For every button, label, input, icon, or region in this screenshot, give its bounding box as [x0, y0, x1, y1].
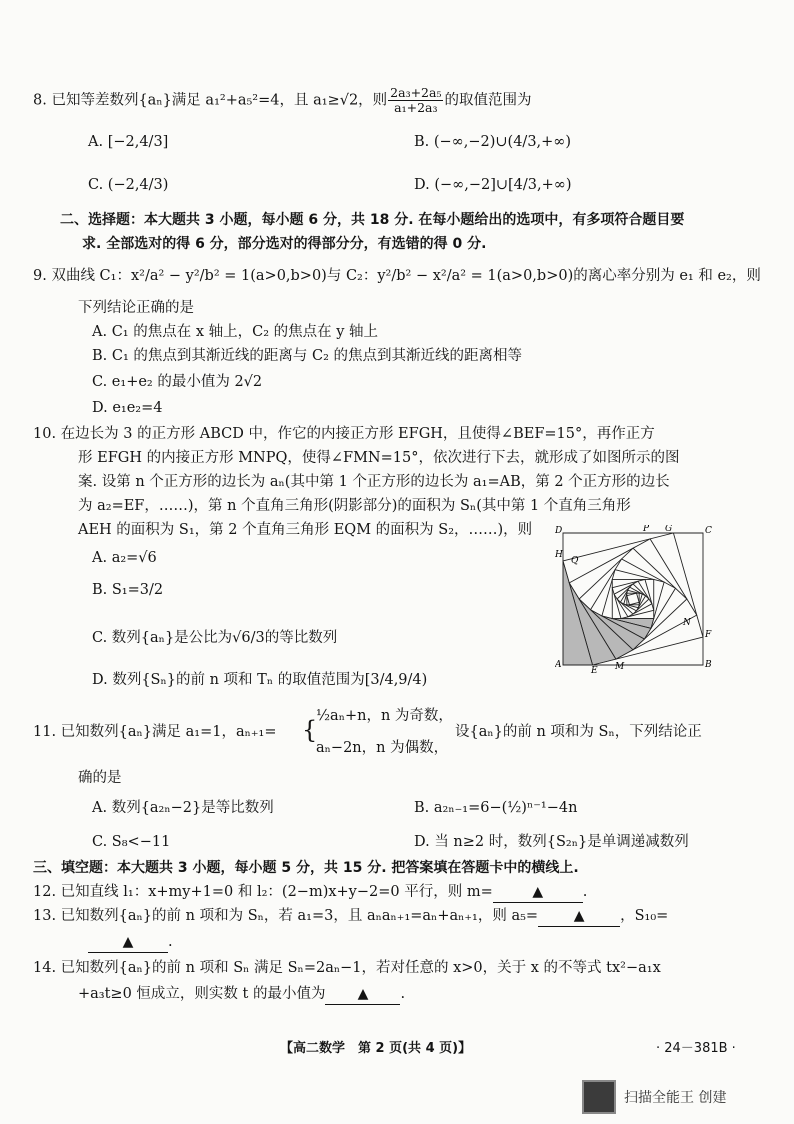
q9-option-c: C. e₁+e₂ 的最小值为 2√2 — [92, 374, 263, 390]
q14-answer-blank[interactable] — [325, 984, 400, 1005]
section2-heading-cont: 求. 全部选对的得 6 分，部分选对的得部分分，有选错的得 0 分. — [82, 236, 487, 252]
q10-line5: AEH 的面积为 S₁，第 2 个直角三角形 EQM 的面积为 S₂，……)，则 — [78, 522, 533, 538]
figure-label-N: N — [683, 618, 691, 628]
q10-line2: 形 EFGH 的内接正方形 MNPQ，使得∠FMN=15°，依次进行下去，就形成了如图所示的图 — [78, 450, 680, 466]
figure-label-A: A — [555, 660, 562, 670]
q9-stem: 9. 双曲线 C₁：x²/a² − y²/b² = 1(a>0,b>0)与 C₂：y²/b² − x²/a² = 1(a>0,b>0)的离心率分别为 e₁ 和 e₂，则 — [33, 268, 761, 284]
q12-stem: 12. 已知直线 l₁：x+my+1=0 和 l₂：(2−m)x+y−2=0 平行，则 m=▲ . — [33, 882, 587, 903]
q11-brace: { — [302, 716, 318, 744]
q10-line4: 为 a₂=EF，……)，第 n 个直角三角形(阴影部分)的面积为 Sₙ(其中第 1 个直角三角形 — [78, 498, 631, 514]
spiral-squares — [563, 533, 703, 665]
q11-option-b: B. a₂ₙ₋₁=6−(½)ⁿ⁻¹−4n — [414, 800, 578, 816]
q11-stem: 11. 已知数列{aₙ}满足 a₁=1，aₙ₊₁= — [33, 724, 277, 740]
spiral-square — [612, 579, 653, 618]
scanner-watermark — [582, 1080, 726, 1114]
spiral-square — [612, 579, 653, 618]
figure-label-F: F — [705, 630, 712, 640]
q8-option-d: D. (−∞,−2]∪[4/3,+∞) — [414, 177, 572, 193]
q11-stem-cont: 确的是 — [78, 770, 122, 786]
q9-option-d: D. e₁e₂=4 — [92, 400, 163, 416]
figure-label-C: C — [705, 526, 712, 536]
figure-label-H: H — [555, 550, 563, 560]
q13-stem: 13. 已知数列{aₙ}的前 n 项和为 Sₙ，若 a₁=3，且 aₙaₙ₊₁=aₙ+aₙ₊₁，则 a₅=▲ ，S₁₀= — [33, 906, 668, 927]
q8-fraction: $\frac{\text{2a₃+2a₅}}{\text{a₁+2a₃}}$ — [390, 85, 442, 115]
section3-heading: 三、填空题：本大题共 3 小题，每小题 5 分，共 15 分. 把答案填在答题卡中的横线上. — [33, 860, 579, 876]
figure-label-G: G — [665, 525, 673, 534]
paper-code: · 24－381B · — [656, 1041, 736, 1056]
q8-option-c: C. (−2,4/3) — [88, 177, 169, 193]
q9-stem-cont: 下列结论正确的是 — [78, 300, 194, 316]
q8-stem: 8. 已知等差数列{aₙ}满足 a₁²+a₅²=4，且 a₁≥√2，则 $\frac{\text{2a₃+2a₅}}{\text{a₁+2a₃}}$ 的取值范围为 — [33, 85, 532, 115]
figure-label-P: P — [643, 525, 650, 534]
section2-heading: 二、选择题：本大题共 3 小题，每小题 6 分，共 18 分. 在每小题给出的选项中，有多项符合题目要 — [60, 212, 685, 228]
figure-label-Q: Q — [571, 556, 579, 566]
page-footer: 【高二数学 第 2 页(共 4 页)】 — [280, 1041, 472, 1056]
q10-option-c: C. 数列{aₙ}是公比为√6/3的等比数列 — [92, 630, 338, 646]
q10-line3: 案. 设第 n 个正方形的边长为 aₙ(其中第 1 个正方形的边长为 a₁=AB，第 2 个正方形的边长 — [78, 474, 670, 490]
q11-case-even: aₙ−2n，n 为偶数， — [316, 740, 449, 756]
q13-s10-blank-line: ▲. — [88, 932, 173, 953]
q11-option-a: A. 数列{a₂ₙ−2}是等比数列 — [92, 800, 274, 816]
q12-answer-blank[interactable] — [493, 882, 583, 903]
q10-option-d: D. 数列{Sₙ}的前 n 项和 Tₙ 的取值范围为[3/4,9/4) — [92, 672, 428, 688]
q10-option-b: B. S₁=3/2 — [92, 582, 164, 598]
q14-line2: +a₃t≥0 恒成立，则实数 t 的最小值为▲ . — [78, 984, 405, 1005]
q8-option-b: B. (−∞,−2)∪(4/3,+∞) — [414, 134, 572, 150]
q9-option-b: B. C₁ 的焦点到其渐近线的距离与 C₂ 的焦点到其渐近线的距离相等 — [92, 348, 523, 364]
scanner-text: 扫描全能王 创建 — [624, 1090, 727, 1106]
q13-s10-blank[interactable] — [88, 932, 168, 953]
q8-option-a: A. [−2,4/3] — [88, 134, 169, 150]
figure-label-M: M — [615, 662, 625, 672]
q10-line1: 10. 在边长为 3 的正方形 ABCD 中，作它的内接正方形 EFGH，且使得∠BEF=15°，再作正方 — [33, 426, 655, 442]
q10-option-a: A. a₂=√6 — [92, 550, 157, 566]
q13-a5-blank[interactable] — [538, 906, 620, 927]
figure-label-B: B — [705, 660, 712, 670]
spiral-square — [620, 587, 645, 611]
q11-case-odd: ½aₙ+n，n 为奇数， — [316, 708, 453, 724]
q11-stem-suffix: 设{aₙ}的前 n 项和为 Sₙ，下列结论正 — [455, 724, 702, 740]
spiral-squares-figure — [555, 525, 713, 675]
figure-label-D: D — [555, 526, 563, 536]
figure-label-E: E — [591, 666, 598, 675]
qr-logo-icon — [582, 1080, 616, 1114]
q11-option-d: D. 当 n≥2 时，数列{S₂ₙ}是单调递减数列 — [414, 834, 689, 850]
q11-option-c: C. S₈<−11 — [92, 834, 171, 850]
spiral-square — [627, 593, 639, 605]
q14-line1: 14. 已知数列{aₙ}的前 n 项和 Sₙ 满足 Sₙ=2aₙ−1，若对任意的 x>0，关于 x 的不等式 tx²−a₁x — [33, 960, 661, 976]
q9-option-a: A. C₁ 的焦点在 x 轴上，C₂ 的焦点在 y 轴上 — [92, 324, 379, 340]
spiral-square — [614, 581, 652, 617]
